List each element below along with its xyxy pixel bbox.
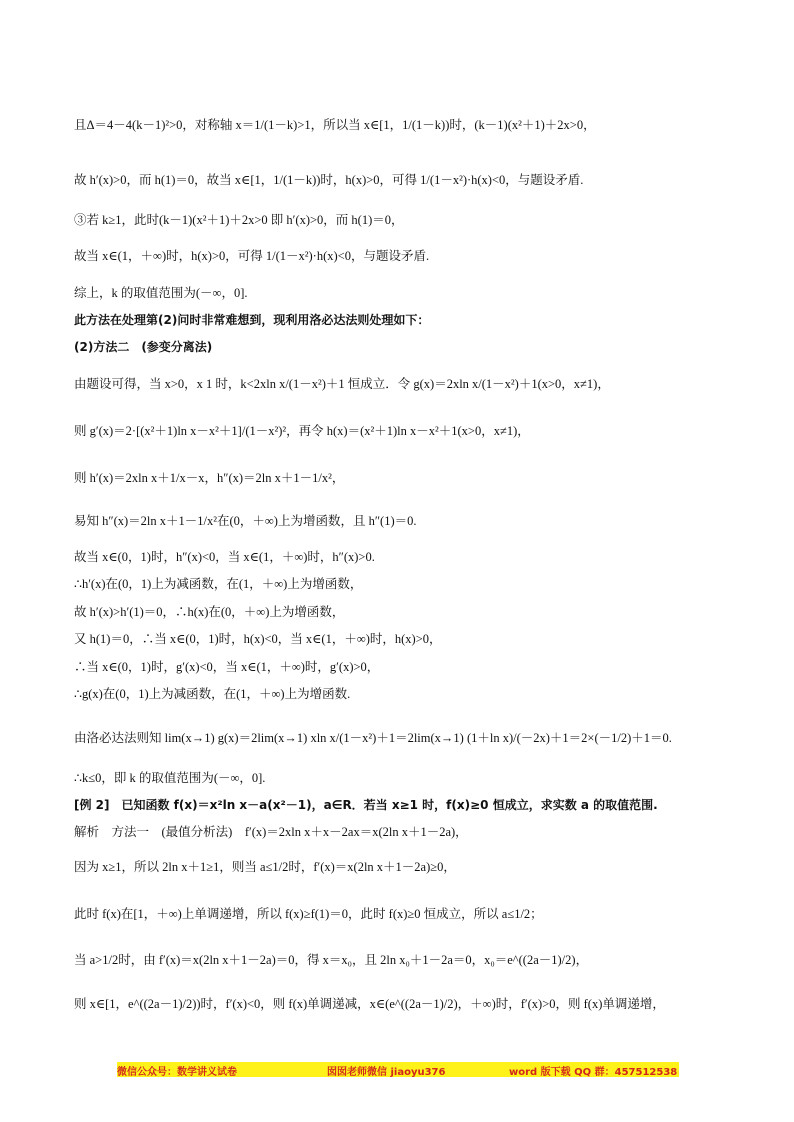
text-line: 综上，k 的取值范围为(－∞，0].	[74, 286, 248, 300]
footer-teacher: 囡囡老师微信 jiaoyu376	[327, 1067, 446, 1078]
text-line: 则 x∈[1，e^((2a－1)/2))时，f′(x)<0，则 f(x)单调递减，x∈(e^((2a－1)/2)，＋∞)时，f′(x)>0，则 f(x)单调递增，	[74, 997, 665, 1011]
text-line: ③若 k≥1，此时(k－1)(x²＋1)＋2x>0 即 h′(x)>0，而 h(1)＝0，	[74, 213, 404, 227]
text-line: 且Δ＝4－4(k－1)²>0，对称轴 x＝1/(1－k)>1，所以当 x∈[1，1/(1－k))时，(k－1)(x²＋1)＋2x>0，	[74, 118, 596, 132]
text-line: 由题设可得，当 x>0，x 1 时，k<2xln x/(1－x²)＋1 恒成立．令 g(x)＝2xln x/(1－x²)＋1(x>0，x≠1)，	[74, 377, 610, 391]
text-line: ∴当 x∈(0，1)时，g′(x)<0，当 x∈(1，＋∞)时，g′(x)>0，	[74, 660, 380, 674]
footer-banner	[117, 1062, 679, 1077]
text-line: ∴h′(x)在(0，1)上为减函数，在(1，＋∞)上为增函数，	[74, 577, 363, 591]
footer-wechat: 微信公众号：数学讲义试卷	[117, 1067, 237, 1078]
text-line: 当 a>1/2时，由 f′(x)＝x(2ln x＋1－2a)＝0，得 x＝x₀，且 2ln x₀＋1－2a＝0，x₀＝e^((2a－1)/2)，	[74, 953, 589, 967]
text-line: 故 h′(x)>0，而 h(1)＝0，故当 x∈[1，1/(1－k))时，h(x)>0，可得 1/(1－x²)·h(x)<0，与题设矛盾.	[74, 173, 584, 187]
text-line: 因为 x≥1，所以 2ln x＋1≥1，则当 a≤1/2时，f′(x)＝x(2ln x＋1－2a)≥0，	[74, 860, 456, 874]
text-line: 则 g′(x)＝2·[(x²＋1)ln x－x²＋1]/(1－x²)²，再令 h(x)＝(x²＋1)ln x－x²＋1(x>0，x≠1)，	[74, 424, 530, 438]
text-line: ∴g(x)在(0，1)上为减函数，在(1，＋∞)上为增函数.	[74, 687, 351, 701]
text-line: 故 h′(x)>h′(1)＝0，∴h(x)在(0，＋∞)上为增函数，	[74, 605, 345, 619]
text-line: ∴k≤0，即 k 的取值范围为(－∞，0].	[74, 771, 266, 785]
footer-qq: word 版下载 QQ 群：457512538	[509, 1067, 678, 1078]
method-heading: (2)方法二 (参变分离法)	[74, 340, 213, 354]
text-line: 解析 方法一 (最值分析法) f′(x)＝2xln x＋x－2ax＝x(2ln x＋1－2a)，	[74, 825, 468, 839]
text-line: 故当 x∈(0，1)时，h″(x)<0，当 x∈(1，＋∞)时，h″(x)>0.	[74, 550, 375, 564]
text-line: 由洛必达法则知 lim(x→1) g(x)＝2lim(x→1) xln x/(1－x²)＋1＝2lim(x→1) (1＋ln x)/(－2x)＋1＝2×(－1/2)＋1＝0.	[74, 731, 672, 745]
text-line: 易知 h″(x)＝2ln x＋1－1/x²在(0，＋∞)上为增函数，且 h″(1)＝0.	[74, 514, 417, 528]
example-heading: [例 2] 已知函数 f(x)＝x²ln x－a(x²－1)，a∈R．若当 x≥1 时，f(x)≥0 恒成立，求实数 a 的取值范围.	[74, 798, 658, 812]
text-line: 又 h(1)＝0，∴当 x∈(0，1)时，h(x)<0，当 x∈(1，＋∞)时，h(x)>0，	[74, 632, 442, 646]
text-line: 则 h′(x)＝2xln x＋1/x－x，h″(x)＝2ln x＋1－1/x²，	[74, 471, 345, 485]
text-line: 此时 f(x)在[1，＋∞)上单调递增，所以 f(x)≥f(1)＝0，此时 f(x)≥0 恒成立，所以 a≤1/2；	[74, 907, 543, 921]
section-note: 此方法在处理第(2)问时非常难想到，现利用洛必达法则处理如下：	[74, 313, 430, 327]
text-line: 故当 x∈(1，＋∞)时，h(x)>0，可得 1/(1－x²)·h(x)<0，与题设矛盾.	[74, 249, 430, 263]
